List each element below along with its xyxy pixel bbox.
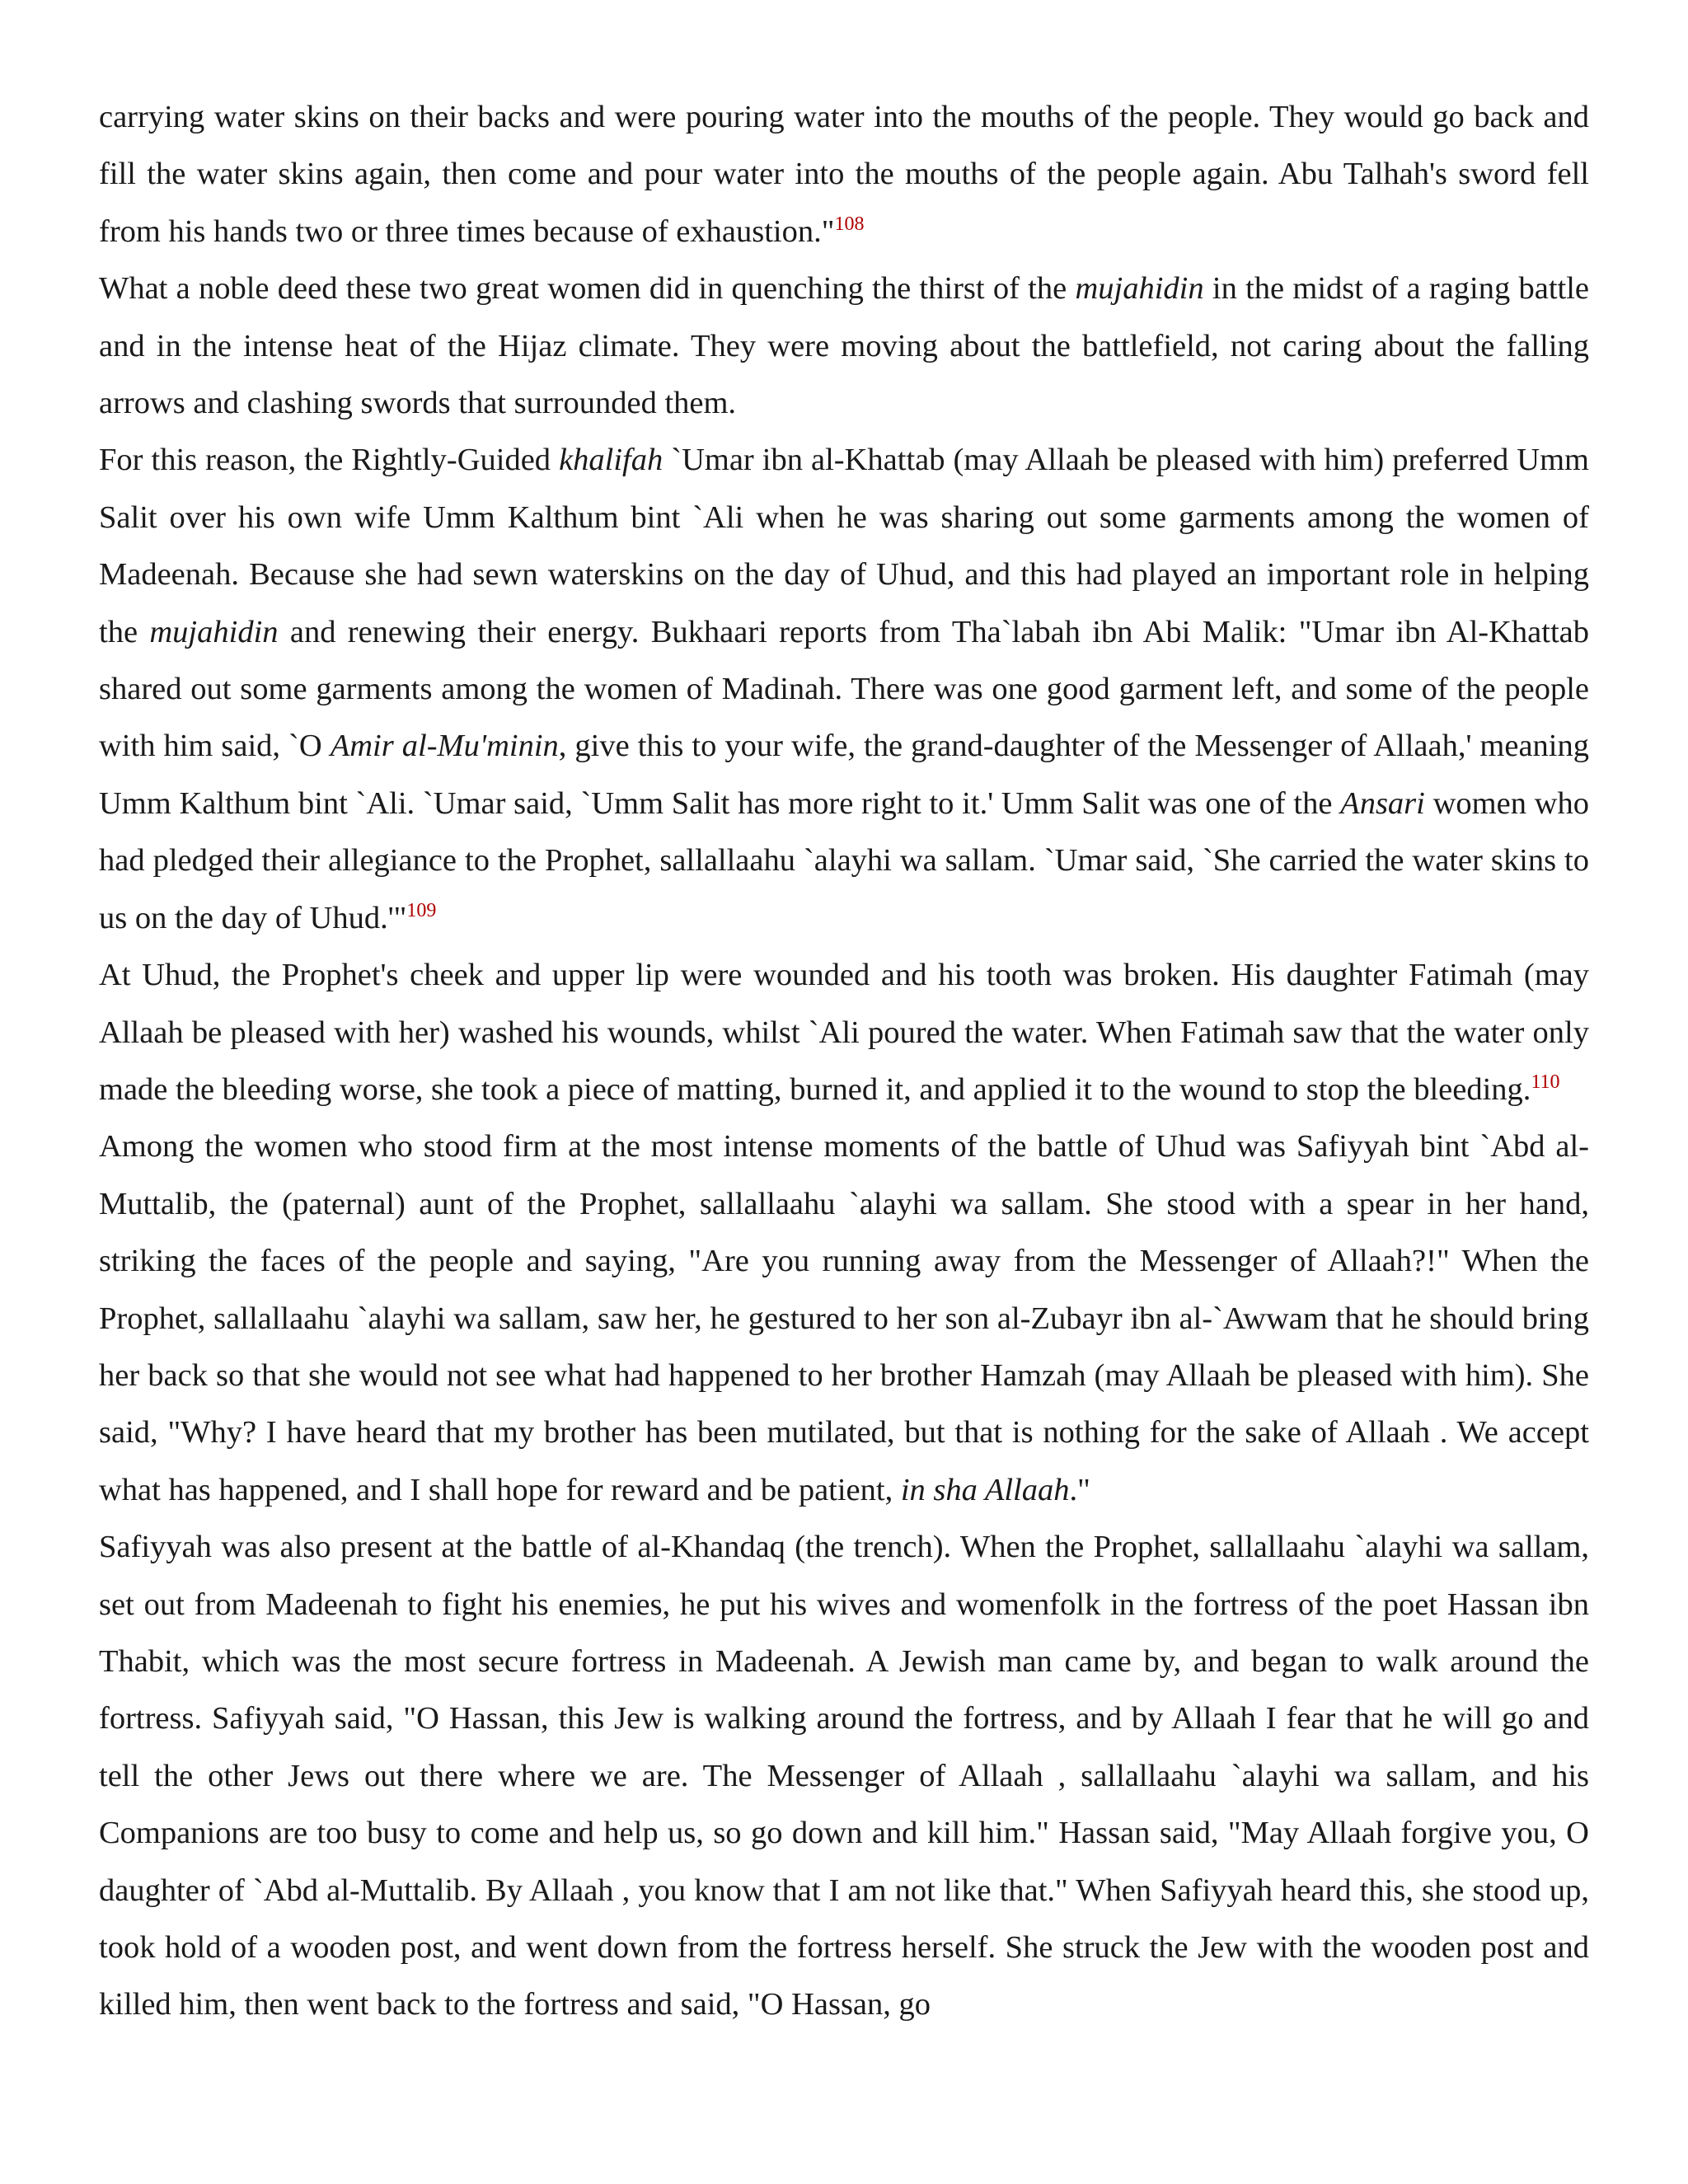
italic-term: khalifah <box>559 443 663 478</box>
paragraph <box>99 89 1589 260</box>
text-run: ." <box>1069 1472 1090 1507</box>
text-run: At Uhud, the Prophet's cheek and upper lip were wounded and his tooth was broken. His daughter Fatimah (may Allaah be pleased with her) washed his wounds, whilst `Ali poured the water. When Fatimah saw that the water only made the bleeding worse, she took a piece of matting, burned it, and applied it to the wound to stop the bleeding. <box>99 958 1589 1107</box>
text-run: Safiyyah was also present at the battle of al-Khandaq (the trench). When the Prophet, sallallaahu `alayhi wa sallam, set out from Madeenah to fight his enemies, he put his wives and womenfolk in the fortress of the poet Hassan ibn Thabit, which was the most secure fortress in Madeenah. A Jewish man came by, and began to walk around the fortress. Safiyyah said, "O Hassan, this Jew is walking around the fortress, and by Allaah I fear that he will go and tell the other Jews out there where we are. The Messenger of Allaah , sallallaahu `alayhi wa sallam, and his Companions are too busy to come and help us, so go down and kill him." Hassan said, "May Allaah forgive you, O daughter of `Abd al-Muttalib. By Allaah , you know that I am not like that." When Safiyyah heard this, she stood up, took hold of a wooden post, and went down from the fortress herself. She struck the Jew with the wooden post and killed him, then went back to the fortress and said, "O Hassan, go <box>99 1530 1589 2022</box>
text-run: What a noble deed these two great women did in quenching the thirst of the <box>99 271 1076 307</box>
text-run: For this reason, the Rightly-Guided <box>99 443 560 478</box>
text-run: and renewing their energy. Bukhaari reports from Tha`labah ibn Abi Malik: "Umar ibn Al-Khattab shared out some garments among the women of Madinah. There was one good garment left, and some of the people with him said, `O <box>99 614 1589 764</box>
italic-term: mujahidin <box>149 614 279 649</box>
text-run: in the midst of a raging battle and in the intense heat of the Hijaz climate. They were moving about the battlefield, not caring about the falling arrows and clashing swords that surrounded them. <box>99 271 1590 421</box>
paragraph <box>99 1519 1589 2034</box>
text-run: women who had pledged their allegiance to the Prophet, sallallaahu `alayhi wa sallam. `Umar said, `She carried the water skins to us on the day of Uhud.'" <box>99 785 1589 935</box>
paragraph <box>99 1118 1589 1519</box>
paragraph <box>99 947 1589 1118</box>
text-run: Among the women who stood firm at the most intense moments of the battle of Uhud was Safiyyah bint `Abd al-Muttalib, the (paternal) aunt of the Prophet, sallallaahu `alayhi wa sallam. She stood with a spear in her hand, striking the faces of the people and saying, "Are you running away from the Messenger of Allaah?!" When the Prophet, sallallaahu `alayhi wa sallam, saw her, he gestured to her son al-Zubayr ibn al-`Awwam that he should bring her back so that she would not see what had happened to her brother Hamzah (may Allaah be pleased with him). She said, "Why? I have heard that my brother has been mutilated, but that is nothing for the sake of Allaah . We accept what has happened, and I shall hope for reward and be patient, <box>99 1129 1589 1507</box>
paragraph <box>99 432 1589 947</box>
italic-term: Ansari <box>1340 785 1425 821</box>
text-run: carrying water skins on their backs and were pouring water into the mouths of the people. They would go back and fill the water skins again, then come and pour water into the mouths of the people again. Abu Talhah's sword fell from his hands two or three times because of exhaustion." <box>99 100 1589 249</box>
text-run: , give this to your wife, the grand-daughter of the Messenger of Allaah,' meaning Umm Kalthum bint `Ali. `Umar said, `Umm Salit has more right to it.' Umm Salit was one of the <box>99 729 1589 821</box>
footnote-reference[interactable]: 108 <box>834 213 865 235</box>
text-run: `Umar ibn al-Khattab (may Allaah be pleased with him) preferred Umm Salit over his own wife Umm Kalthum bint `Ali when he was sharing out some garments among the women of Madeenah. Because she had sewn waterskins on the day of Uhud, and this had played an important role in helping the <box>99 443 1589 649</box>
italic-term: mujahidin <box>1075 271 1204 307</box>
paragraph <box>99 260 1589 432</box>
italic-term: Amir al-Mu'minin <box>330 729 559 764</box>
document-page <box>99 89 1589 2034</box>
footnote-reference[interactable]: 109 <box>406 899 437 921</box>
footnote-reference[interactable]: 110 <box>1531 1071 1560 1094</box>
italic-term: in sha Allaah <box>900 1472 1070 1507</box>
